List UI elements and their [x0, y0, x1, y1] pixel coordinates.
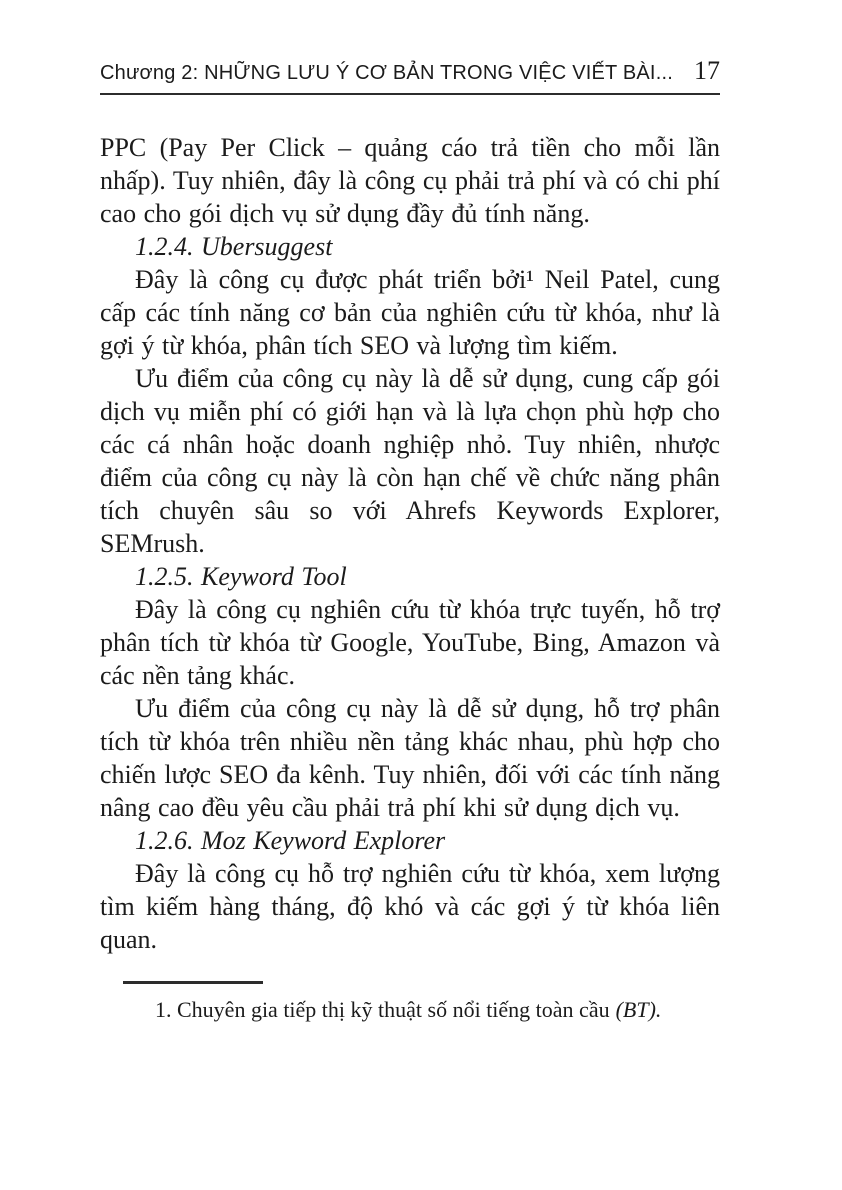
paragraph-keyword-tool-intro: Đây là công cụ nghiên cứu từ khóa trực tuyến, hỗ trợ phân tích từ khóa từ Google, YouTube, Bing, Amazon và các nền tảng khác. [100, 595, 720, 690]
footnote-text: 1. Chuyên gia tiếp thị kỹ thuật số nổi tiếng toàn cầu [155, 997, 610, 1022]
section-heading-ubersuggest: 1.2.4. Ubersuggest [135, 232, 333, 261]
footnote-attribution: (BT). [615, 997, 662, 1022]
page-body [100, 131, 720, 956]
paragraph-moz-intro: Đây là công cụ hỗ trợ nghiên cứu từ khóa, xem lượng tìm kiếm hàng tháng, độ khó và các gợi ý từ khóa liên quan. [100, 859, 720, 954]
paragraph-ubersuggest-intro: Đây là công cụ được phát triển bởi¹ Neil Patel, cung cấp các tính năng cơ bản của nghiên cứu từ khóa, như là gợi ý từ khóa, phân tích SEO và lượng tìm kiếm. [100, 265, 720, 360]
section-heading-moz-keyword-explorer: 1.2.6. Moz Keyword Explorer [135, 826, 446, 855]
footnote [100, 995, 720, 1024]
page-number: 17 [694, 56, 720, 85]
running-header [100, 56, 720, 95]
paragraph-ppc-continuation: PPC (Pay Per Click – quảng cáo trả tiền cho mỗi lần nhấp). Tuy nhiên, đây là công cụ phải trả phí và có chi phí cao cho gói dịch vụ sử dụng đầy đủ tính năng. [100, 133, 720, 228]
paragraph-keyword-tool-pros-cons: Ưu điểm của công cụ này là dễ sử dụng, hỗ trợ phân tích từ khóa trên nhiều nền tảng khác nhau, phù hợp cho chiến lược SEO đa kênh. Tuy nhiên, đối với các tính năng nâng cao đều yêu cầu phải trả phí khi sử dụng dịch vụ. [100, 694, 720, 822]
paragraph-ubersuggest-pros-cons: Ưu điểm của công cụ này là dễ sử dụng, cung cấp gói dịch vụ miễn phí có giới hạn và là lựa chọn phù hợp cho các cá nhân hoặc doanh nghiệp nhỏ. Tuy nhiên, nhược điểm của công cụ này là còn hạn chế về chức năng phân tích chuyên sâu so với Ahrefs Keywords Explorer, SEMrush. [100, 364, 720, 558]
chapter-title: Chương 2: NHỮNG LƯU Ý CƠ BẢN TRONG VIỆC VIẾT BÀI... [100, 62, 673, 84]
section-heading-keyword-tool: 1.2.5. Keyword Tool [135, 562, 347, 591]
footnote-area [100, 981, 720, 1024]
footnote-separator [123, 981, 263, 984]
